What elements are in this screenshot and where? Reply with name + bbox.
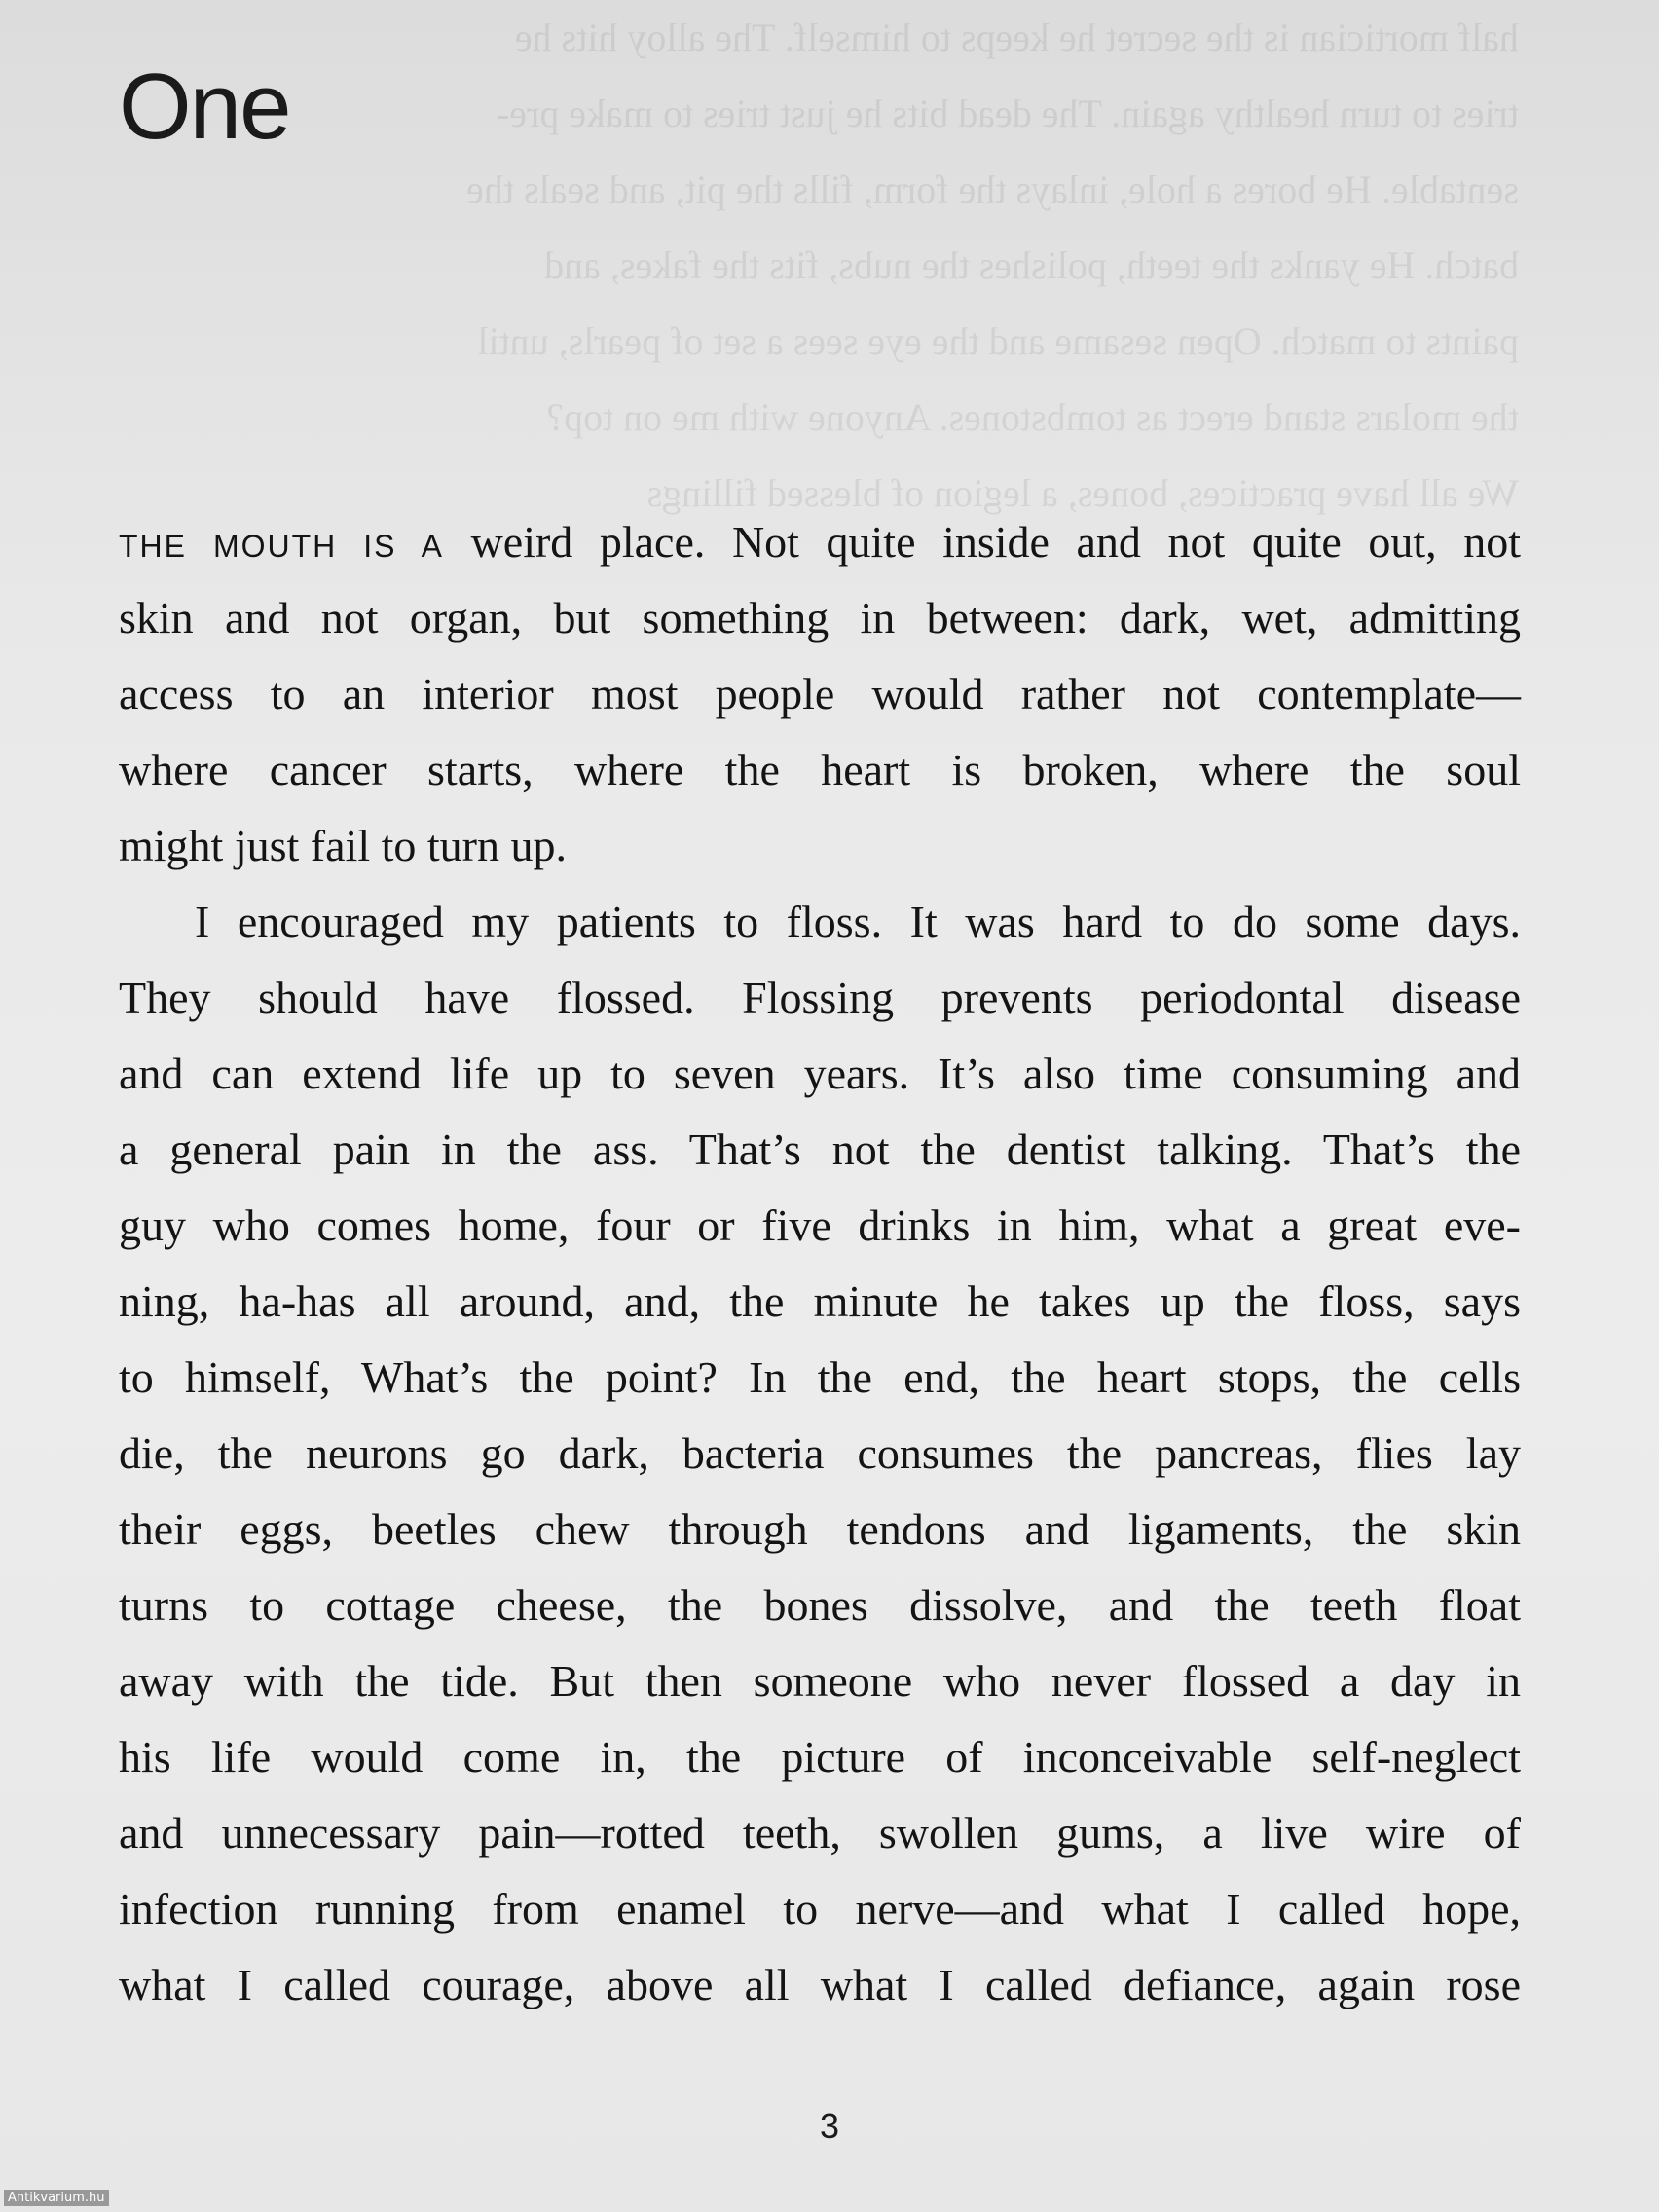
text-line: turns to cottage cheese, the bones dissolve, and the teeth float xyxy=(119,1580,1521,1630)
bleed-line: sentable. He bores a hole, inlays the form, fills the pit, and seals the xyxy=(466,167,1519,211)
text-line: infection running from enamel to nerve—and what I called hope, xyxy=(119,1884,1521,1934)
watermark: Antikvarium.hu xyxy=(4,2190,109,2206)
chapter-body xyxy=(119,504,1521,2023)
paragraph-1 xyxy=(119,504,1521,884)
paragraph-2 xyxy=(119,884,1521,2023)
text-line xyxy=(119,504,1521,580)
text-line: away with the tide. But then someone who never flossed a day in xyxy=(119,1656,1521,1706)
text-line: what I called courage, above all what I called defiance, again rose xyxy=(119,1960,1521,2009)
text-line: to himself, What’s the point? In the end, the heart stops, the cells xyxy=(119,1352,1521,1402)
bleed-line: batch. He yanks the teeth, polishes the nubs, fits the fakes, and xyxy=(544,243,1519,287)
text-line: guy who comes home, four or five drinks in him, what a great eve- xyxy=(119,1200,1521,1250)
text-line: access to an interior most people would rather not contemplate— xyxy=(119,669,1521,719)
text-line: and can extend life up to seven years. It’s also time consuming and xyxy=(119,1049,1521,1098)
text-line: I encouraged my patients to floss. It was hard to do some days. xyxy=(195,897,1521,946)
bleed-line: the molars stand erect as tombstones. Anyone with me on top? xyxy=(546,395,1519,439)
bleed-line: paints to match. Open sesame and the eye sees a set of pearls, until xyxy=(477,319,1519,363)
text-line: They should have flossed. Flossing prevents periodontal disease xyxy=(119,973,1521,1022)
text-line: a general pain in the ass. That’s not the dentist talking. That’s the xyxy=(119,1124,1521,1174)
text-line: ning, ha-has all around, and, the minute he takes up the floss, says xyxy=(119,1276,1521,1326)
text-line: might just fail to turn up. xyxy=(119,821,567,870)
text-line: where cancer starts, where the heart is broken, where the soul xyxy=(119,745,1521,794)
bleed-line: We all have practices, bones, a legion of blessed fillings xyxy=(646,471,1519,515)
text-line-content: weird place. Not quite inside and not quite out, not xyxy=(444,517,1522,567)
lead-in-small-caps: THE MOUTH IS A xyxy=(119,529,444,564)
bleed-line: tries to turn healthy again. The dead bits he just tries to make pre- xyxy=(496,92,1519,135)
page-number: 3 xyxy=(819,2106,840,2146)
text-line: and unnecessary pain—rotted teeth, swollen gums, a live wire of xyxy=(119,1808,1521,1858)
chapter-title: One xyxy=(119,55,290,159)
text-line: his life would come in, the picture of inconceivable self-neglect xyxy=(119,1732,1521,1782)
text-line: die, the neurons go dark, bacteria consumes the pancreas, flies lay xyxy=(119,1428,1521,1478)
text-line: skin and not organ, but something in between: dark, wet, admitting xyxy=(119,593,1521,643)
bleed-line: half mortician is the secret he keeps to himself. The alloy hits he xyxy=(514,16,1519,59)
text-line: their eggs, beetles chew through tendons and ligaments, the skin xyxy=(119,1504,1521,1554)
